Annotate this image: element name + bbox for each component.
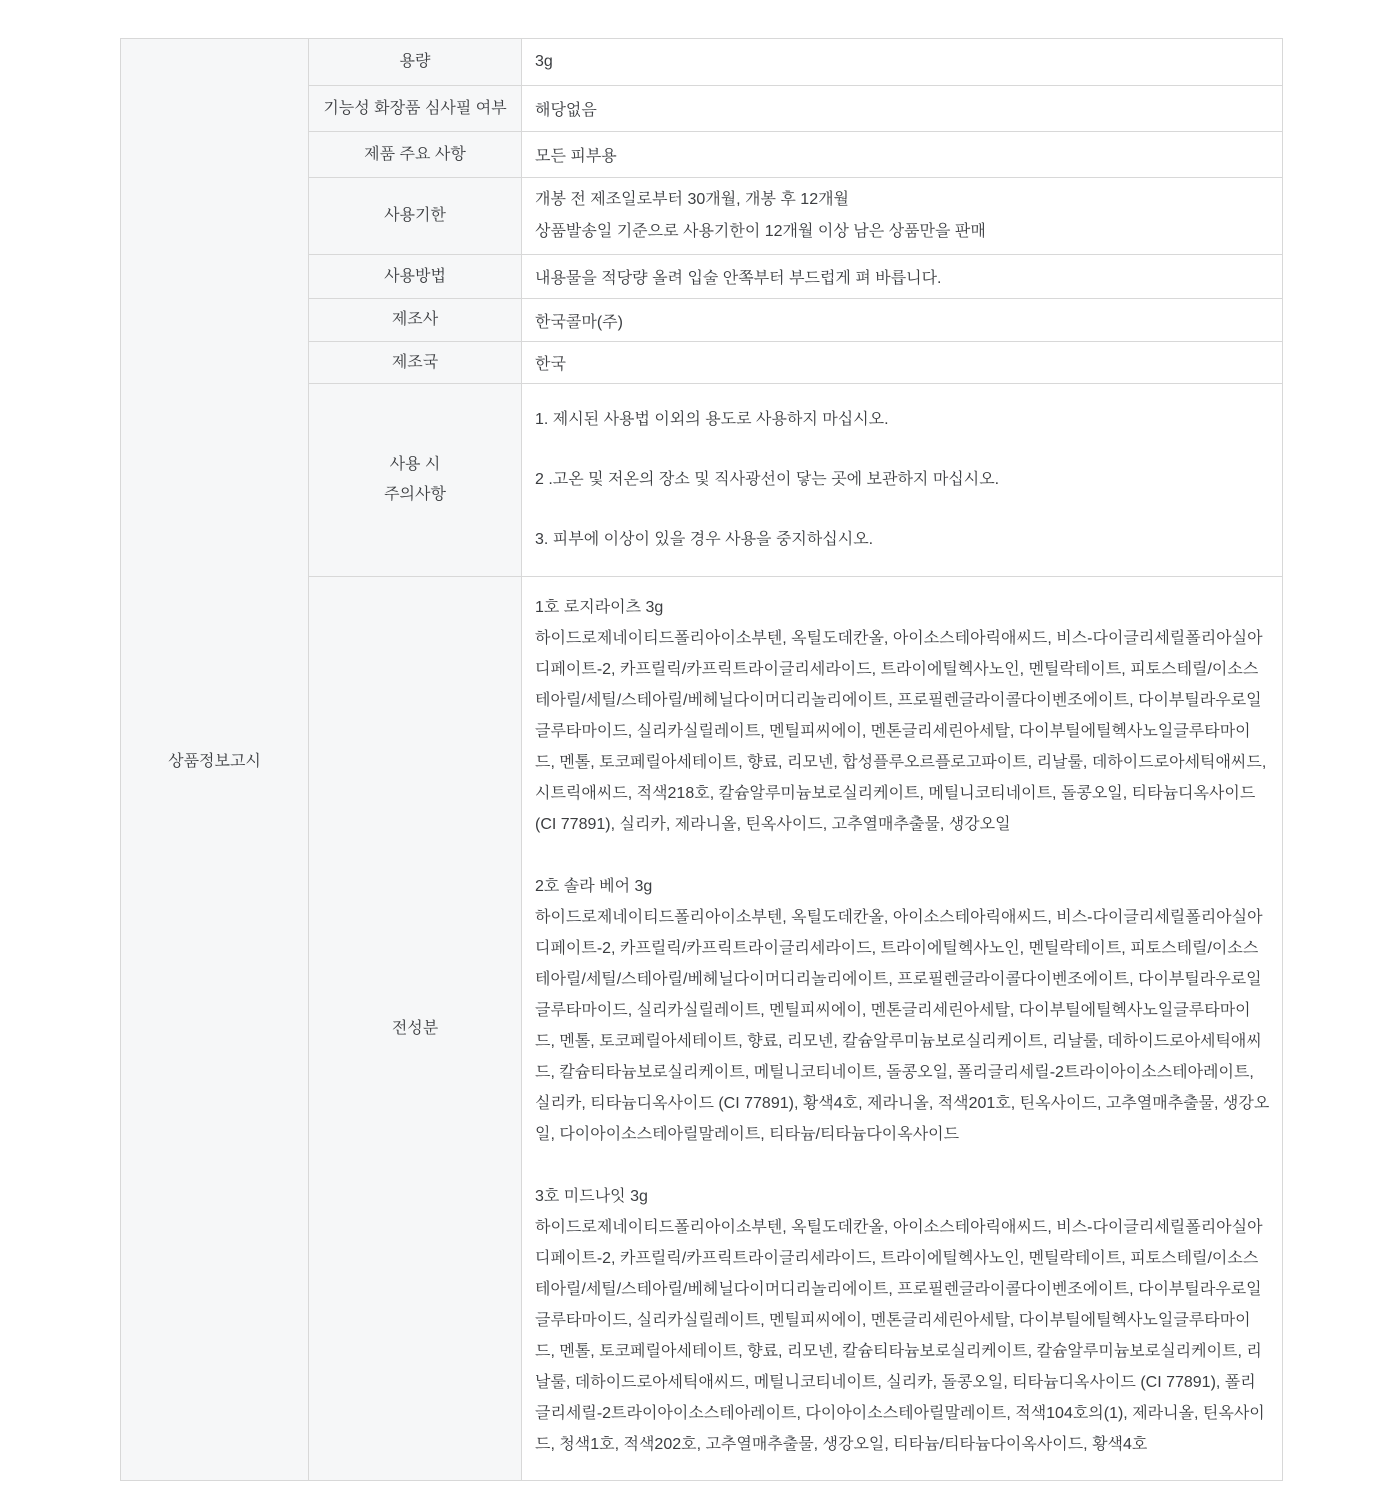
row-value	[522, 86, 1282, 131]
info-rows	[309, 39, 1282, 1480]
row-value	[522, 39, 1282, 85]
table-row-ingredients	[309, 576, 1282, 1480]
table-row-main-specs	[309, 131, 1282, 177]
row-value	[522, 178, 1282, 254]
row-label: 용량	[309, 39, 522, 85]
shade-ingredients: 하이드로제네이티드폴리아이소부텐, 옥틸도데칸올, 아이소스테아릭애씨드, 비스-다이글리세릴폴리아실아디페이트-2, 카프릴릭/카프릭트라이글리세라이드, 트라이에틸헥사노인, 멘틸락테이트, 피토스테릴/이소스테아릴/세틸/스테아릴/베헤닐다이머디리놀리에이트, 프로필렌글라이콜다이벤조에이트, 다이부틸라우로일글루타마이드, 실리카실릴레이트, 멘틸피씨에이, 멘톤글리세린아세탈, 다이부틸에틸헥사노일글루타마이드, 멘톨, 토코페릴아세테이트, 향료, 리모넨, 칼슘티타늄보로실리케이트, 칼슘알루미늄보로실리케이트, 리날룰, 데하이드로아세틱애씨드, 메틸니코티네이트, 실리카, 돌콩오일, 티타늄디옥사이드 (CI 77891), 폴리글리세릴-2트라이아이소스테아레이트, 다이아이소스테아릴말레이트, 적색104호의(1), 제라니올, 틴옥사이드, 청색1호, 적색202호, 고추열매추출물, 생강오일, 티타늄/티타늄다이옥사이드, 황색4호	[535, 1219, 1265, 1453]
table-row-how-to-use	[309, 254, 1282, 298]
value-line: 상품발송일 기준으로 사용기한이 12개월 이상 남은 상품만을 판매	[535, 223, 986, 240]
shade-title: 2호 솔라 베어 3g	[535, 878, 653, 895]
shade-ingredients: 하이드로제네이티드폴리아이소부텐, 옥틸도데칸올, 아이소스테아릭애씨드, 비스-다이글리세릴폴리아실아디페이트-2, 카프릴릭/카프릭트라이글리세라이드, 트라이에틸헥사노인, 멘틸락테이트, 피토스테릴/이소스테아릴/세틸/스테아릴/베헤닐다이머디리놀리에이트, 프로필렌글라이콜다이벤조에이트, 다이부틸라우로일글루타마이드, 실리카실릴레이트, 멘틸피씨에이, 멘톤글리세린아세탈, 다이부틸에틸헥사노일글루타마이드, 멘톨, 토코페릴아세테이트, 향료, 리모넨, 합성플루오르플로고파이트, 리날룰, 데하이드로아세틱애씨드, 시트릭애씨드, 적색218호, 칼슘알루미늄보로실리케이트, 메틸니코티네이트, 돌콩오일, 티타늄디옥사이드 (CI 77891), 실리카, 제라니올, 틴옥사이드, 고추열매추출물, 생강오일	[535, 630, 1267, 833]
value-text: 한국콜마(주)	[535, 313, 623, 331]
value-text: 한국	[535, 356, 566, 373]
row-label: 사용기한	[309, 178, 522, 254]
table-row-manufacturer	[309, 298, 1282, 341]
row-value	[522, 255, 1282, 298]
section-title: 상품정보고시	[168, 753, 261, 770]
table-row-cautions	[309, 383, 1282, 576]
shade-title: 1호 로지라이츠 3g	[535, 599, 664, 616]
row-value	[522, 342, 1282, 383]
row-value	[522, 577, 1282, 1480]
shade-title: 3호 미드나잇 3g	[535, 1188, 648, 1205]
label-line: 사용 시	[389, 456, 441, 473]
caution-item: 3. 피부에 이상이 있을 경우 사용을 중지하십시오.	[535, 531, 874, 548]
row-label: 기능성 화장품 심사필 여부	[309, 86, 522, 131]
ingredient-block-shade1	[535, 592, 1270, 840]
section-title-cell	[121, 39, 309, 1480]
value-text: 3g	[535, 53, 553, 70]
row-value	[522, 384, 1282, 576]
row-label: 전성분	[309, 577, 522, 1480]
table-row-expiration	[309, 177, 1282, 254]
value-text: 해당없음	[535, 102, 597, 119]
product-info-table	[120, 38, 1283, 1481]
ingredient-block-shade2	[535, 871, 1270, 1150]
table-row-country	[309, 341, 1282, 383]
label-line: 주의사항	[384, 486, 446, 503]
shade-ingredients: 하이드로제네이티드폴리아이소부텐, 옥틸도데칸올, 아이소스테아릭애씨드, 비스-다이글리세릴폴리아실아디페이트-2, 카프릴릭/카프릭트라이글리세라이드, 트라이에틸헥사노인, 멘틸락테이트, 피토스테릴/이소스테아릴/세틸/스테아릴/베헤닐다이머디리놀리에이트, 프로필렌글라이콜다이벤조에이트, 다이부틸라우로일글루타마이드, 실리카실릴레이트, 멘틸피씨에이, 멘톤글리세린아세탈, 다이부틸에틸헥사노일글루타마이드, 멘톨, 토코페릴아세테이트, 향료, 리모넨, 칼슘알루미늄보로실리케이트, 리날룰, 데하이드로아세틱애씨드, 칼슘티타늄보로실리케이트, 메틸니코티네이트, 돌콩오일, 폴리글리세릴-2트라이아이소스테아레이트, 실리카, 티타늄디옥사이드 (CI 77891), 황색4호, 제라니올, 적색201호, 틴옥사이드, 고추열매추출물, 생강오일, 다이아이소스테아릴말레이트, 티타늄/티타늄다이옥사이드	[535, 909, 1270, 1143]
table-row-functional-review	[309, 85, 1282, 131]
row-value	[522, 132, 1282, 177]
row-label: 제조국	[309, 342, 522, 383]
row-label	[309, 384, 522, 576]
ingredient-block-shade3	[535, 1181, 1270, 1460]
table-row-volume	[309, 39, 1282, 85]
value-text: 내용물을 적당량 올려 입술 안쪽부터 부드럽게 펴 바릅니다.	[535, 270, 942, 287]
row-label: 제조사	[309, 299, 522, 341]
row-label: 제품 주요 사항	[309, 132, 522, 177]
row-label: 사용방법	[309, 255, 522, 298]
value-line: 개봉 전 제조일로부터 30개월, 개봉 후 12개월	[535, 191, 850, 208]
caution-item: 1. 제시된 사용법 이외의 용도로 사용하지 마십시오.	[535, 411, 889, 428]
caution-item: 2 .고온 및 저온의 장소 및 직사광선이 닿는 곳에 보관하지 마십시오.	[535, 471, 1000, 488]
value-text: 모든 피부용	[535, 148, 617, 165]
row-value	[522, 299, 1282, 341]
